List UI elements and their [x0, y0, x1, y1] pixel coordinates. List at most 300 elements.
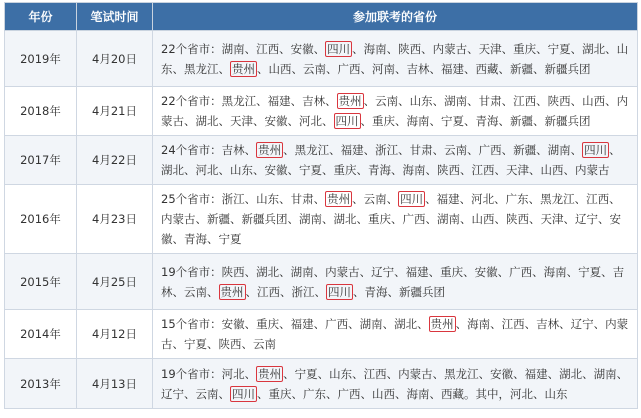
separator: 、 [425, 192, 437, 206]
separator: 、 [463, 264, 475, 279]
separator: 、 [536, 94, 548, 108]
province-count: 22个省市： [161, 41, 222, 56]
separator: 、 [283, 366, 295, 381]
separator: 、 [230, 212, 242, 226]
province-name: 湖北 [582, 41, 606, 56]
province-name: 江西 [257, 284, 280, 299]
province-name: 湖北 [256, 264, 280, 279]
province-name: 陕西 [398, 41, 422, 56]
separator: 、 [459, 192, 472, 206]
province-name: 宁夏 [184, 337, 207, 351]
province-name: 山西 [582, 94, 606, 108]
province-name: 新疆 [510, 61, 533, 76]
separator: 、 [432, 94, 445, 108]
province-name: 浙江 [291, 284, 315, 299]
separator: 、 [218, 386, 230, 401]
province-name: 广西 [337, 386, 361, 401]
year-cell: 2018年 [5, 87, 77, 136]
table-row [5, 310, 638, 359]
separator: 、 [244, 264, 257, 279]
separator: 、 [279, 41, 291, 56]
separator: 、 [207, 337, 219, 351]
separator: 、 [494, 212, 506, 226]
province-name: 福建 [524, 366, 548, 381]
province-name: 黑龙江 [184, 61, 219, 76]
separator: 、 [533, 61, 545, 76]
separator: 、 [241, 337, 253, 351]
province-name: 江西 [513, 94, 537, 108]
province-name: 青海 [184, 232, 207, 246]
province-name: 重庆 [256, 317, 280, 331]
province-name: 浙江 [221, 192, 245, 206]
province-name: 重庆 [333, 163, 357, 177]
exam-schedule-table [4, 2, 638, 409]
separator: 、 [382, 317, 395, 331]
separator: 、 [547, 366, 560, 381]
province-name: 青海 [364, 284, 388, 299]
province-name: 吉林 [406, 61, 430, 76]
province-name: 河北 [221, 366, 245, 381]
separator: 、 [570, 41, 583, 56]
separator: 、 [490, 317, 502, 331]
separator: 、 [429, 386, 441, 401]
separator: 、 [352, 366, 364, 381]
province-name: 湖南 [221, 41, 245, 56]
province-name: 湖南 [359, 317, 383, 331]
separator: 、 [536, 143, 548, 157]
separator: 、 [395, 61, 407, 76]
province-name: 湖南 [547, 143, 571, 157]
province-name: 福建 [290, 317, 314, 331]
province-name: 湖南 [444, 94, 468, 108]
note-suffix: 。其中，河北、山东 [464, 386, 568, 401]
provinces-cell [153, 185, 638, 254]
provinces-cell [153, 359, 638, 409]
separator: 、 [172, 284, 184, 299]
date-cell: 4月22日 [77, 136, 153, 185]
province-name: 宁夏 [294, 366, 318, 381]
separator: 、 [360, 61, 372, 76]
separator: 、 [172, 337, 184, 351]
separator: 、 [428, 264, 441, 279]
province-name: 吉林 [302, 94, 326, 108]
separator: 、 [317, 366, 330, 381]
province-highlighted: 贵州 [258, 143, 282, 157]
date-cell: 4月20日 [77, 31, 153, 87]
separator: 、 [386, 41, 399, 56]
separator: 、 [609, 192, 621, 206]
province-name: 山西 [540, 163, 564, 177]
separator: 、 [184, 114, 196, 128]
separator: 、 [313, 192, 326, 206]
date-cell: 4月25日 [77, 254, 153, 310]
province-name: 河北 [471, 192, 495, 206]
province-name: 海南 [402, 163, 426, 177]
separator: 、 [460, 163, 472, 177]
separator: 、 [609, 143, 621, 157]
separator: 、 [329, 143, 341, 157]
province-name: 内蒙古 [161, 317, 629, 351]
province-highlighted: 四川 [327, 41, 351, 56]
separator: 、 [501, 94, 514, 108]
separator: 、 [207, 284, 219, 299]
province-name: 新疆兵团 [544, 114, 591, 128]
province-name: 福建 [436, 192, 460, 206]
separator: 、 [605, 41, 617, 56]
separator: 、 [326, 386, 338, 401]
province-name: 福建 [405, 264, 429, 279]
province-name: 海南 [406, 386, 430, 401]
separator: 、 [494, 163, 506, 177]
province-name: 重庆 [440, 264, 464, 279]
province-highlighted: 贵州 [232, 61, 255, 76]
separator: 、 [287, 212, 299, 226]
separator: 、 [529, 212, 541, 226]
separator: 、 [244, 192, 257, 206]
separator: 、 [287, 163, 299, 177]
province-name: 广东 [505, 192, 529, 206]
separator: 、 [353, 284, 365, 299]
separator: 、 [279, 192, 291, 206]
province-name: 内蒙古 [398, 366, 433, 381]
province-name: 河南 [372, 61, 395, 76]
separator: 、 [432, 366, 445, 381]
province-name: 新疆兵团 [241, 212, 288, 226]
province-name: 天津 [230, 114, 253, 128]
province-name: 吉林 [221, 143, 245, 157]
separator: 、 [322, 212, 334, 226]
province-highlighted: 贵州 [258, 366, 282, 381]
separator: 、 [429, 61, 441, 76]
province-name: 湖南 [299, 212, 322, 226]
province-count: 15个省市： [161, 317, 222, 331]
province-name: 宁夏 [578, 264, 602, 279]
separator: 、 [421, 41, 433, 56]
table-row [5, 254, 638, 310]
province-count: 22个省市： [161, 94, 222, 108]
separator: 、 [256, 94, 268, 108]
province-count: 19个省市： [161, 366, 222, 381]
separator: 、 [352, 41, 364, 56]
province-name: 新疆 [207, 212, 230, 226]
province-name: 安徽 [264, 114, 288, 128]
province-name: 云南 [253, 337, 276, 351]
separator: 、 [245, 284, 257, 299]
separator: 、 [322, 163, 334, 177]
province-name: 陕西 [218, 337, 242, 351]
province-name: 江西 [471, 163, 495, 177]
separator: 、 [464, 114, 476, 128]
separator: 、 [314, 284, 326, 299]
separator: 、 [536, 41, 548, 56]
separator: 、 [195, 212, 207, 226]
separator: 、 [280, 284, 292, 299]
province-highlighted: 贵州 [338, 94, 362, 108]
province-name: 天津 [478, 41, 502, 56]
province-name: 云南 [195, 386, 219, 401]
provinces-cell [153, 136, 638, 185]
date-cell: 4月23日 [77, 185, 153, 254]
province-highlighted: 贵州 [220, 284, 244, 299]
separator: 、 [253, 114, 265, 128]
separator: 、 [395, 114, 407, 128]
province-name: 云南 [444, 143, 468, 157]
header-year: 年份 [5, 3, 77, 31]
separator: 、 [501, 143, 514, 157]
separator: 、 [574, 192, 587, 206]
province-name: 山东 [256, 192, 280, 206]
province-name: 青海 [475, 114, 499, 128]
province-name: 广西 [509, 264, 533, 279]
separator: 、 [387, 284, 399, 299]
province-name: 广西 [478, 143, 502, 157]
province-name: 湖北 [559, 366, 583, 381]
province-name: 吉林 [161, 264, 625, 299]
province-name: 吉林 [536, 317, 560, 331]
province-name: 安徽 [490, 366, 514, 381]
province-name: 天津 [506, 163, 529, 177]
province-name: 重庆 [268, 386, 292, 401]
separator: 、 [601, 264, 613, 279]
province-name: 宁夏 [547, 41, 571, 56]
separator: 、 [467, 143, 479, 157]
province-name: 陕西 [437, 163, 460, 177]
separator: 、 [532, 264, 544, 279]
separator: 、 [432, 143, 445, 157]
province-highlighted: 贵州 [327, 192, 351, 206]
separator: 、 [291, 386, 303, 401]
separator: 、 [398, 143, 410, 157]
header-provinces: 参加联考的省份 [153, 3, 638, 31]
separator: 、 [533, 114, 545, 128]
separator: 、 [313, 264, 326, 279]
province-name: 黑龙江 [221, 94, 257, 108]
province-name: 辽宁 [570, 317, 594, 331]
separator: 、 [460, 212, 472, 226]
separator: 、 [172, 61, 184, 76]
province-name: 黑龙江 [294, 143, 330, 157]
provinces-cell [153, 254, 638, 310]
separator: 、 [570, 143, 583, 157]
province-name: 江西 [256, 41, 280, 56]
separator: 、 [244, 41, 257, 56]
province-name: 宁夏 [441, 114, 464, 128]
separator: 、 [184, 386, 196, 401]
province-count: 19个省市： [161, 264, 222, 279]
separator: 、 [386, 192, 399, 206]
separator: 、 [616, 366, 629, 381]
table-row [5, 31, 638, 87]
province-name: 海南 [406, 114, 430, 128]
province-name: 西藏 [475, 61, 499, 76]
province-name: 福建 [267, 94, 291, 108]
separator: 、 [172, 232, 184, 246]
separator: 、 [218, 61, 230, 76]
separator: 、 [529, 163, 541, 177]
separator: 、 [417, 317, 429, 331]
separator: 、 [283, 143, 295, 157]
province-name: 湖南 [437, 212, 460, 226]
province-count: 24个省市： [161, 143, 222, 157]
province-name: 河北 [299, 114, 322, 128]
separator: 、 [425, 212, 437, 226]
provinces-cell [153, 87, 638, 136]
province-name: 新疆兵团 [399, 284, 445, 299]
province-name: 湖南 [593, 366, 617, 381]
separator: 、 [360, 386, 372, 401]
separator: 、 [391, 212, 403, 226]
separator: 、 [501, 41, 514, 56]
province-name: 海南 [467, 317, 491, 331]
province-name: 陕西 [506, 212, 529, 226]
province-name: 天津 [540, 212, 564, 226]
province-name: 内蒙古 [161, 212, 196, 226]
province-name: 安徽 [221, 317, 245, 331]
province-name: 广西 [337, 61, 361, 76]
province-name: 黑龙江 [444, 366, 479, 381]
separator: 、 [279, 317, 291, 331]
province-name: 湖北 [394, 317, 418, 331]
province-name: 宁夏 [299, 163, 322, 177]
province-name: 云南 [303, 61, 326, 76]
separator: 、 [582, 366, 594, 381]
province-name: 湖北 [195, 114, 219, 128]
separator: 、 [498, 61, 510, 76]
province-name: 安徽 [290, 41, 314, 56]
separator: 、 [467, 41, 479, 56]
date-cell: 4月21日 [77, 87, 153, 136]
province-name: 云南 [363, 192, 387, 206]
province-name: 福建 [340, 143, 364, 157]
separator: 、 [566, 264, 579, 279]
separator: 、 [363, 94, 376, 108]
province-name: 云南 [375, 94, 399, 108]
separator: 、 [498, 114, 510, 128]
separator: 、 [290, 94, 303, 108]
header-date: 笔试时间 [77, 3, 153, 31]
separator: 、 [359, 264, 372, 279]
table-row [5, 359, 638, 409]
province-name: 新疆 [513, 143, 537, 157]
year-cell: 2016年 [5, 185, 77, 254]
separator: 、 [478, 366, 491, 381]
province-highlighted: 四川 [328, 284, 351, 299]
province-name: 重庆 [513, 41, 537, 56]
province-name: 山东 [230, 163, 253, 177]
separator: 、 [244, 366, 257, 381]
date-cell: 4月12日 [77, 310, 153, 359]
table-body [5, 31, 638, 409]
separator: 、 [291, 61, 303, 76]
date-cell: 4月13日 [77, 359, 153, 409]
separator: 、 [322, 114, 334, 128]
table-row [5, 185, 638, 254]
separator: 、 [570, 94, 583, 108]
separator: 、 [352, 192, 364, 206]
separator: 、 [218, 114, 230, 128]
separator: 、 [184, 163, 196, 177]
separator: 、 [348, 317, 360, 331]
province-name: 安徽 [474, 264, 498, 279]
province-name: 广东 [303, 386, 326, 401]
province-name: 海南 [363, 41, 387, 56]
province-name: 辽宁 [161, 386, 184, 401]
province-name: 重庆 [372, 114, 395, 128]
province-name: 江西 [586, 192, 610, 206]
province-name: 安徽 [161, 212, 621, 246]
province-name: 内蒙古 [161, 94, 629, 128]
separator: 、 [244, 317, 257, 331]
province-highlighted: 四川 [584, 143, 608, 157]
province-name: 广西 [402, 212, 426, 226]
separator: 、 [363, 143, 376, 157]
province-name: 辽宁 [371, 264, 395, 279]
separator: 、 [559, 317, 571, 331]
province-name: 内蒙古 [575, 163, 610, 177]
province-name: 山东 [409, 94, 433, 108]
provinces-cell [153, 310, 638, 359]
provinces-cell [153, 31, 638, 87]
province-highlighted: 四川 [400, 192, 424, 206]
province-name: 湖北 [161, 163, 184, 177]
year-cell: 2019年 [5, 31, 77, 87]
province-name: 内蒙古 [325, 264, 360, 279]
year-cell: 2013年 [5, 359, 77, 409]
province-name: 辽宁 [575, 212, 598, 226]
province-name: 青海 [368, 163, 391, 177]
table-header [5, 3, 638, 31]
province-name: 江西 [363, 366, 387, 381]
province-highlighted: 四川 [232, 386, 255, 401]
separator: 、 [429, 114, 441, 128]
province-name: 江西 [501, 317, 525, 331]
separator: 、 [494, 192, 506, 206]
separator: 、 [325, 94, 337, 108]
separator: 、 [497, 264, 510, 279]
province-name: 宁夏 [218, 232, 242, 246]
separator: 、 [513, 366, 525, 381]
province-name: 甘肃 [290, 192, 314, 206]
province-name: 湖北 [333, 212, 357, 226]
separator: 、 [313, 41, 326, 56]
province-name: 甘肃 [478, 94, 502, 108]
separator: 、 [257, 61, 269, 76]
separator: 、 [356, 212, 368, 226]
separator: 、 [244, 143, 257, 157]
year-cell: 2015年 [5, 254, 77, 310]
separator: 、 [593, 317, 606, 331]
province-name: 山西 [268, 61, 292, 76]
province-name: 山西 [372, 386, 395, 401]
province-name: 山东 [329, 366, 353, 381]
separator: 、 [524, 317, 537, 331]
separator: 、 [279, 264, 291, 279]
province-name: 甘肃 [409, 143, 433, 157]
separator: 、 [253, 163, 265, 177]
separator: 、 [455, 317, 468, 331]
year-cell: 2017年 [5, 136, 77, 185]
separator: 、 [391, 163, 403, 177]
separator: 、 [287, 114, 299, 128]
separator: 、 [326, 61, 338, 76]
separator: 、 [467, 94, 479, 108]
province-name: 重庆 [368, 212, 391, 226]
separator: 、 [398, 94, 410, 108]
table-row [5, 87, 638, 136]
separator: 、 [563, 163, 575, 177]
separator: 、 [207, 232, 219, 246]
separator: 、 [218, 163, 230, 177]
